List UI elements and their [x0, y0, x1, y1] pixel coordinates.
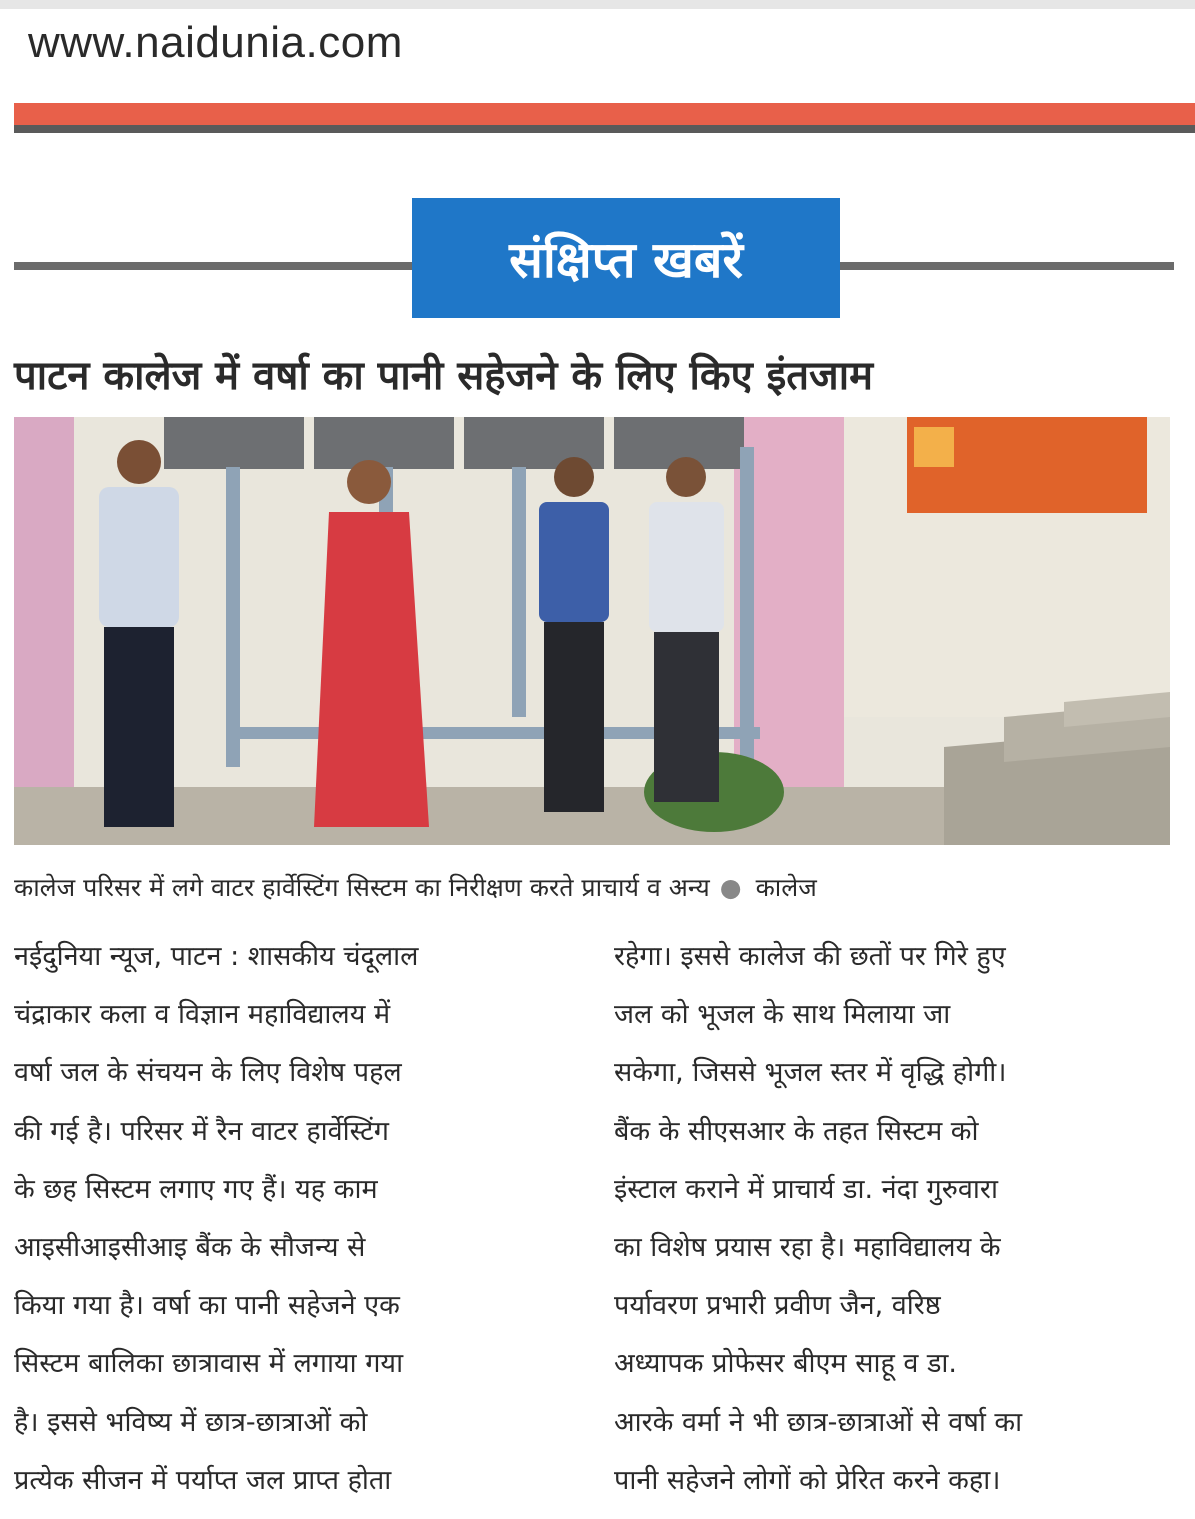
section-tag — [412, 198, 840, 318]
body-line: की गई है। परिसर में रैन वाटर हार्वेस्टिंग — [14, 1115, 389, 1147]
body-line: प्रत्येक सीजन में पर्याप्त जल प्राप्त होता — [14, 1464, 392, 1496]
accent-bar-shadow — [14, 125, 1195, 133]
caption-credit: कालेज — [755, 873, 817, 902]
body-line: इंस्टाल कराने में प्राचार्य डा. नंदा गुरुवारा — [614, 1173, 998, 1205]
body-line: सिस्टम बालिका छात्रावास में लगाया गया — [14, 1348, 404, 1380]
body-line: चंद्राकार कला व विज्ञान महाविद्यालय में — [14, 999, 391, 1031]
body-line: नईदुनिया न्यूज, पाटन : शासकीय चंदूलाल — [14, 941, 419, 972]
article-body-right — [614, 928, 1184, 1510]
body-line: का विशेष प्रयास रहा है। महाविद्यालय के — [614, 1231, 1001, 1263]
body-line: किया गया है। वर्षा का पानी सहेजने एक — [14, 1290, 400, 1322]
article-headline: पाटन कालेज में वर्षा का पानी सहेजने के लिए किए इंतजाम — [14, 353, 874, 399]
body-line: वर्षा जल के संचयन के लिए विशेष पहल — [14, 1057, 402, 1089]
body-line: रहेगा। इससे कालेज की छतों पर गिरे हुए — [614, 941, 1006, 972]
body-line: पानी सहेजने लोगों को प्रेरित करने कहा। — [614, 1464, 1001, 1496]
body-line: आइसीआइसीआइ बैंक के सौजन्य से — [14, 1231, 366, 1263]
article-photo — [14, 417, 1170, 845]
top-edge — [0, 0, 1195, 9]
article-body-left — [14, 928, 574, 1510]
accent-bar — [14, 103, 1195, 125]
caption-text: कालेज परिसर में लगे वाटर हार्वेस्टिंग सिस्टम का निरीक्षण करते प्राचार्य व अन्य — [14, 873, 710, 902]
caption-bullet: ● — [719, 873, 742, 902]
section-tag-label: संक्षिप्त खबरें — [509, 231, 743, 289]
section-rule-right — [840, 262, 1174, 270]
body-line: आरके वर्मा ने भी छात्र-छात्राओं से वर्षा का — [614, 1406, 1023, 1438]
photo-caption — [14, 870, 1184, 904]
body-line: के छह सिस्टम लगाए गए हैं। यह काम — [14, 1173, 378, 1205]
body-line: बैंक के सीएसआर के तहत सिस्टम को — [614, 1115, 979, 1147]
body-line: जल को भूजल के साथ मिलाया जा — [614, 999, 951, 1031]
body-line: सकेगा, जिससे भूजल स्तर में वृद्धि होगी। — [614, 1057, 1007, 1089]
site-url: www.naidunia.com — [28, 18, 403, 67]
body-line: पर्यावरण प्रभारी प्रवीण जैन, वरिष्ठ — [614, 1290, 941, 1322]
body-line: है। इससे भविष्य में छात्र-छात्राओं को — [14, 1406, 368, 1438]
section-rule-left — [14, 262, 412, 270]
body-line: अध्यापक प्रोफेसर बीएम साहू व डा. — [614, 1348, 957, 1380]
